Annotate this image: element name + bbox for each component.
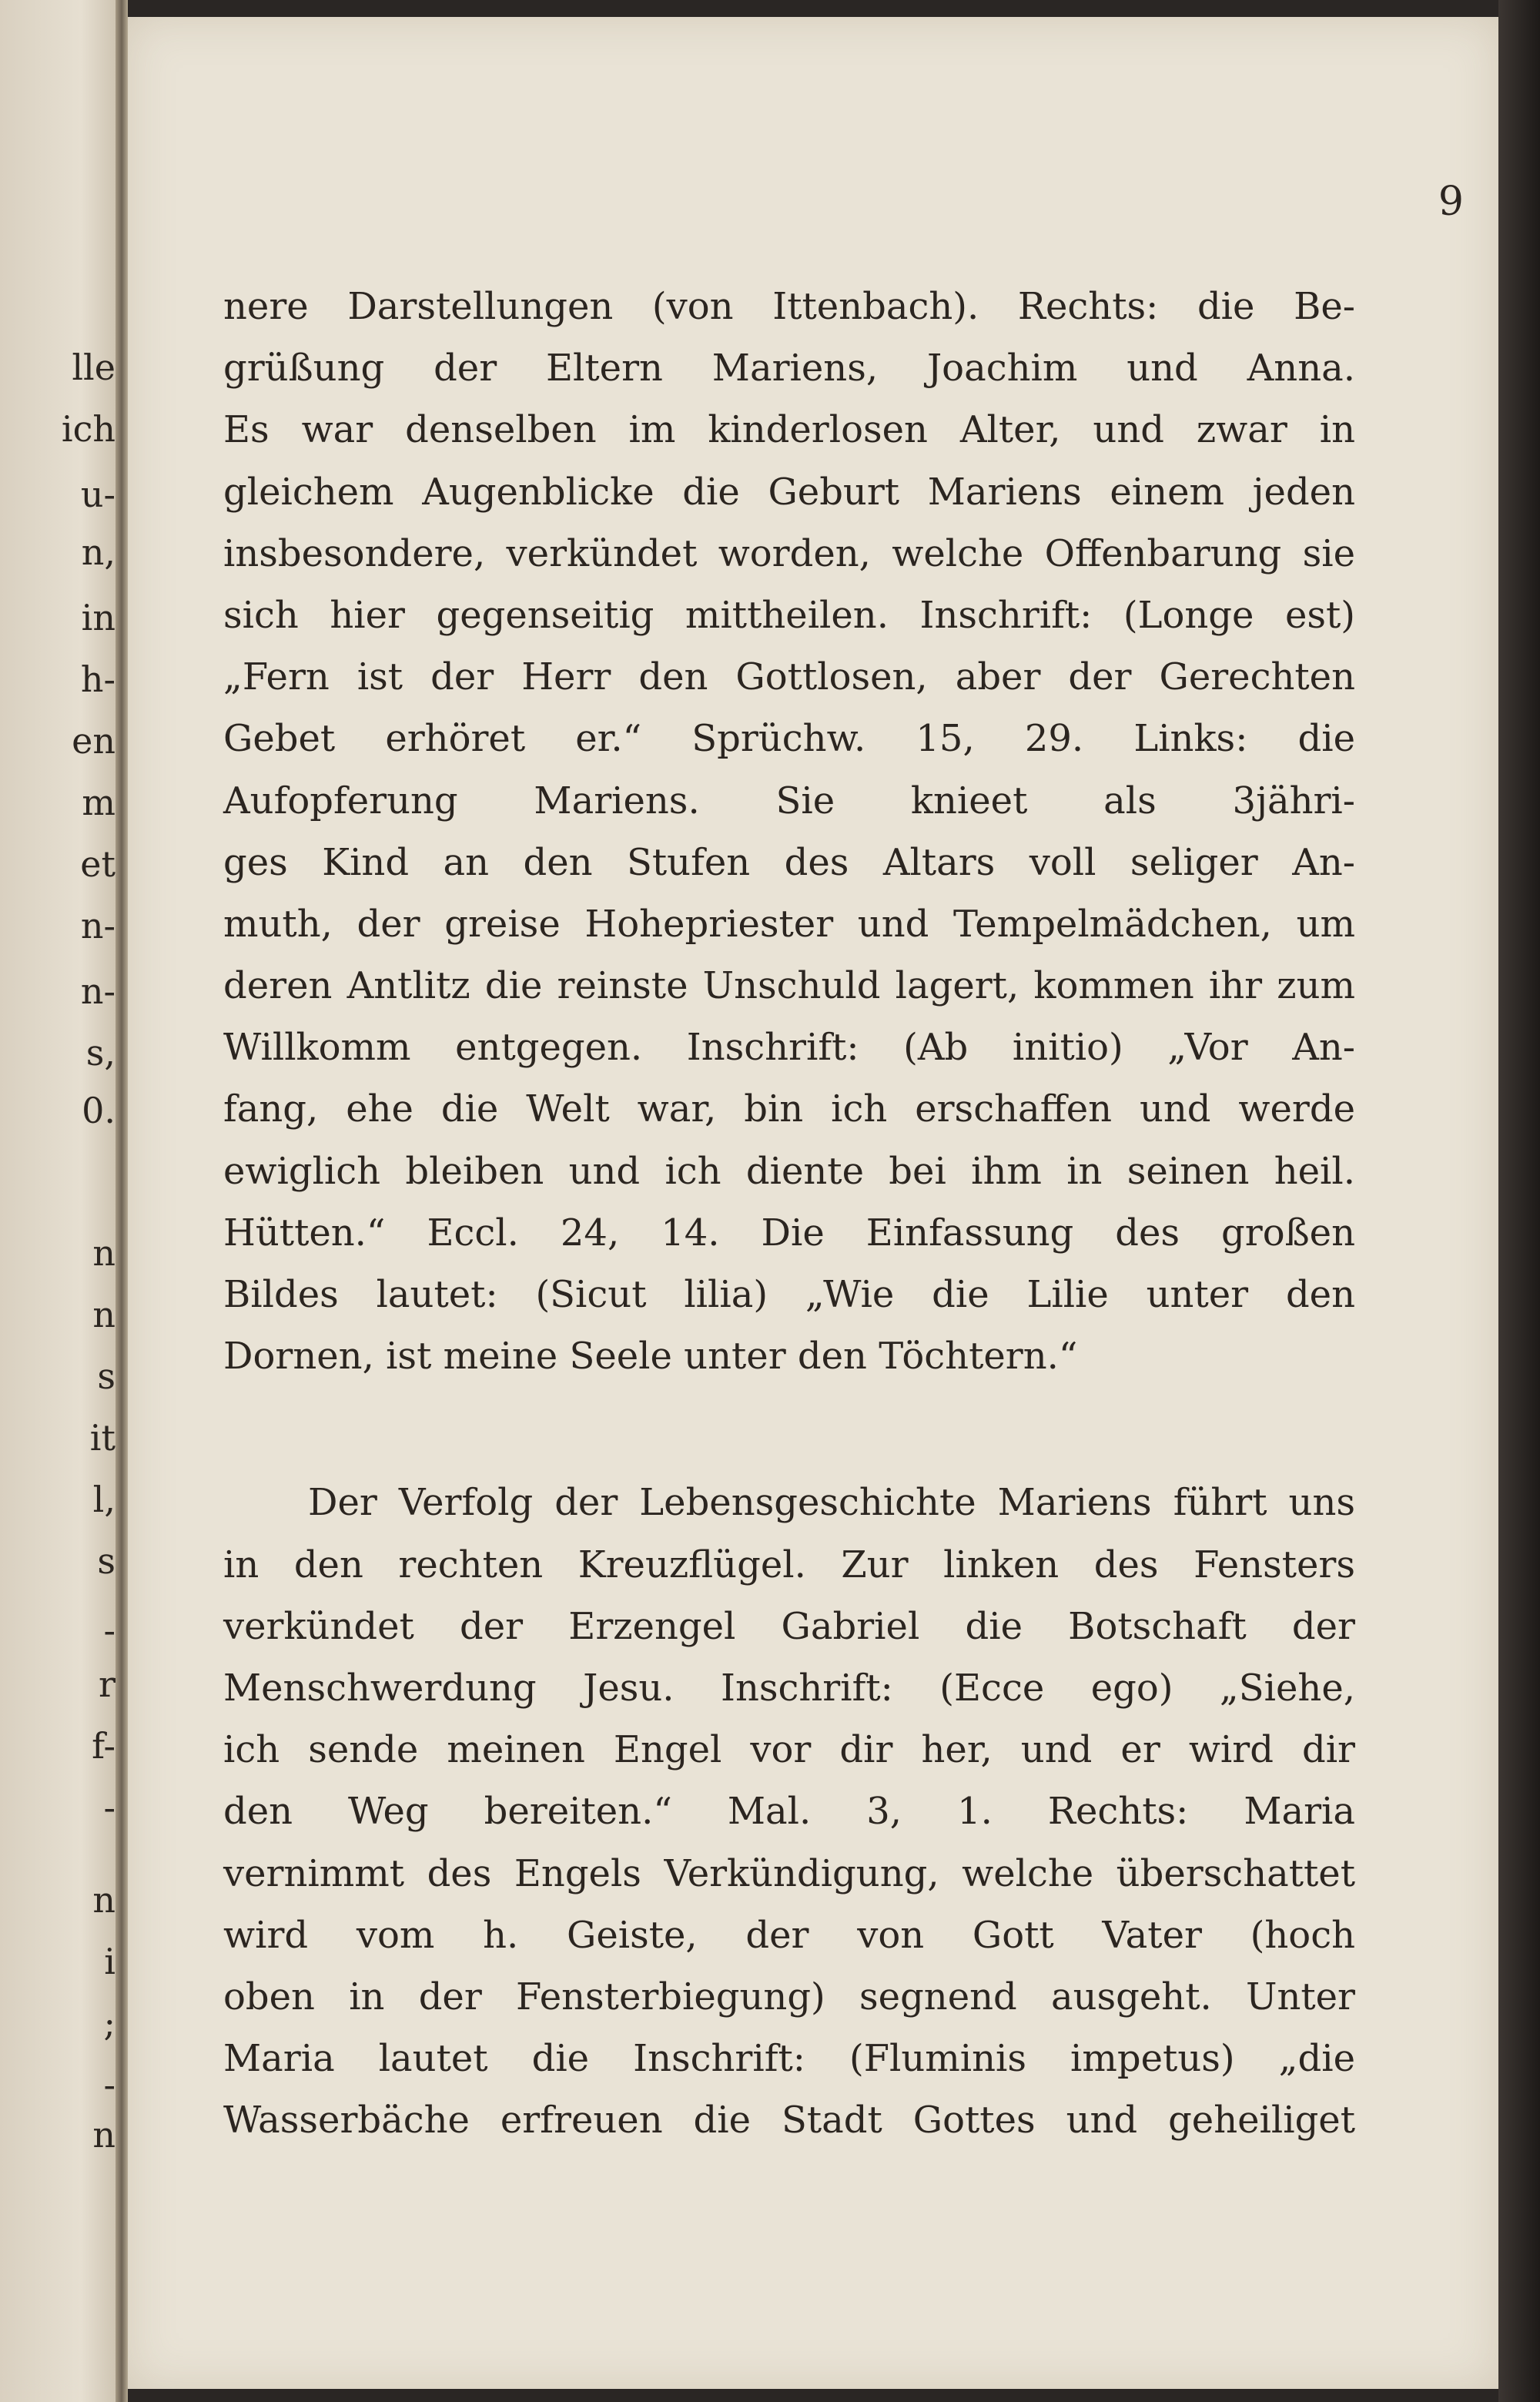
text-line: Maria lautet die Inschrift: (Fluminis impetus) „die — [223, 2037, 1355, 2081]
left-page-fragment: n — [92, 2114, 116, 2156]
page-text — [223, 276, 1355, 2151]
text-line: Willkomm entgegen. Inschrift: (Ab initio) „Vor An- — [223, 1026, 1355, 1070]
paragraph-1 — [223, 276, 1355, 1387]
paragraph-2 — [223, 1472, 1355, 2151]
left-page-fragment: i — [104, 1941, 116, 1982]
text-line: wird vom h. Geiste, der von Gott Vater (hoch — [223, 1913, 1355, 1957]
text-line: nere Darstellungen (von Ittenbach). Rechts: die Be- — [223, 285, 1355, 328]
left-page-fragment: s, — [85, 1032, 116, 1074]
left-page-fragment: in — [81, 597, 116, 638]
text-line: oben in der Fensterbiegung) segnend ausgeht. Unter — [223, 1975, 1355, 2018]
text-line: ewiglich bleiben und ich diente bei ihm in seinen heil. — [223, 1149, 1355, 1193]
page-number: 9 — [1438, 179, 1464, 225]
left-page-fragment: it — [89, 1417, 116, 1459]
left-page-fragment: n — [92, 1879, 116, 1921]
text-line: gleichem Augenblicke die Geburt Mariens einem jeden — [223, 470, 1355, 514]
left-page-fragment: - — [103, 2064, 116, 2106]
left-page-fragment: lle — [72, 347, 116, 388]
text-line: in den rechten Kreuzflügel. Zur linken des Fensters — [223, 1543, 1355, 1586]
left-page-fragment: l, — [92, 1479, 116, 1520]
text-line: Es war denselben im kinderlosen Alter, und zwar in — [223, 408, 1355, 452]
text-line: Menschwerdung Jesu. Inschrift: (Ecce ego) „Siehe, — [223, 1666, 1355, 1710]
left-page-fragment: - — [103, 1610, 116, 1651]
paragraph-gap — [223, 1387, 1355, 1472]
text-line: deren Antlitz die reinste Unschuld lagert, kommen ihr zum — [223, 964, 1355, 1008]
left-page-fragment: ; — [103, 2002, 116, 2044]
text-line: muth, der greise Hohepriester und Tempelmädchen, um — [223, 902, 1355, 946]
text-line: Der Verfolg der Lebensgeschichte Mariens führt uns — [308, 1481, 1355, 1525]
text-line: ich sende meinen Engel vor dir her, und er wird dir — [223, 1728, 1355, 1772]
left-page-fragment: h- — [80, 658, 116, 700]
text-line: insbesondere, verkündet worden, welche Offenbarung sie — [223, 531, 1355, 575]
text-line: fang, ehe die Welt war, bin ich erschaffen und werde — [223, 1087, 1355, 1131]
left-page-fragment: n, — [81, 531, 116, 573]
text-line: Dornen, ist meine Seele unter den Töchtern.“ — [223, 1335, 1078, 1379]
text-line: Bildes lautet: (Sicut lilia) „Wie die Lilie unter den — [223, 1273, 1355, 1316]
text-line: Aufopferung Mariens. Sie knieet als 3jähri- — [223, 779, 1355, 822]
text-line: Gebet erhöret er.“ Sprüchw. 15, 29. Links: die — [223, 717, 1355, 761]
left-page-fragment: r — [99, 1663, 116, 1705]
text-line: grüßung der Eltern Mariens, Joachim und Anna. — [223, 347, 1355, 390]
text-line: „Fern ist der Herr den Gottlosen, aber der Gerechten — [223, 655, 1355, 699]
page-edge-shadow — [1498, 0, 1540, 2402]
left-page-fragment: n — [92, 1294, 116, 1335]
left-page-fragment: n- — [80, 905, 116, 946]
text-line: vernimmt des Engels Verkündigung, welche überschattet — [223, 1851, 1355, 1895]
text-line: verkündet der Erzengel Gabriel die Botschaft der — [223, 1604, 1355, 1648]
left-page-fragment: u- — [80, 474, 116, 515]
text-line: Hütten.“ Eccl. 24, 14. Die Einfassung des großen — [223, 1211, 1355, 1255]
text-line: Wasserbäche erfreuen die Stadt Gottes und geheiliget — [223, 2099, 1355, 2142]
text-line: den Weg bereiten.“ Mal. 3, 1. Rechts: Maria — [223, 1790, 1355, 1834]
left-page-fragment: - — [103, 1787, 116, 1828]
left-page-fragment: et — [80, 843, 116, 885]
left-page-fragment: s — [97, 1355, 116, 1397]
left-page-fragment: n- — [80, 970, 116, 1012]
left-page-fragment: n — [92, 1232, 116, 1274]
left-page-fragment: f- — [92, 1725, 116, 1767]
left-page-edge — [0, 0, 116, 2402]
left-page-fragment: s — [97, 1540, 116, 1582]
text-line: sich hier gegenseitig mittheilen. Inschrift: (Longe est) — [223, 593, 1355, 637]
left-page-fragment: 0. — [82, 1090, 116, 1131]
left-page-fragment: m — [82, 782, 116, 823]
left-page-fragment: ich — [61, 408, 116, 450]
left-page-fragment: en — [72, 720, 116, 762]
book-gutter — [116, 0, 128, 2402]
text-line: ges Kind an den Stufen des Altars voll seliger An- — [223, 840, 1355, 884]
